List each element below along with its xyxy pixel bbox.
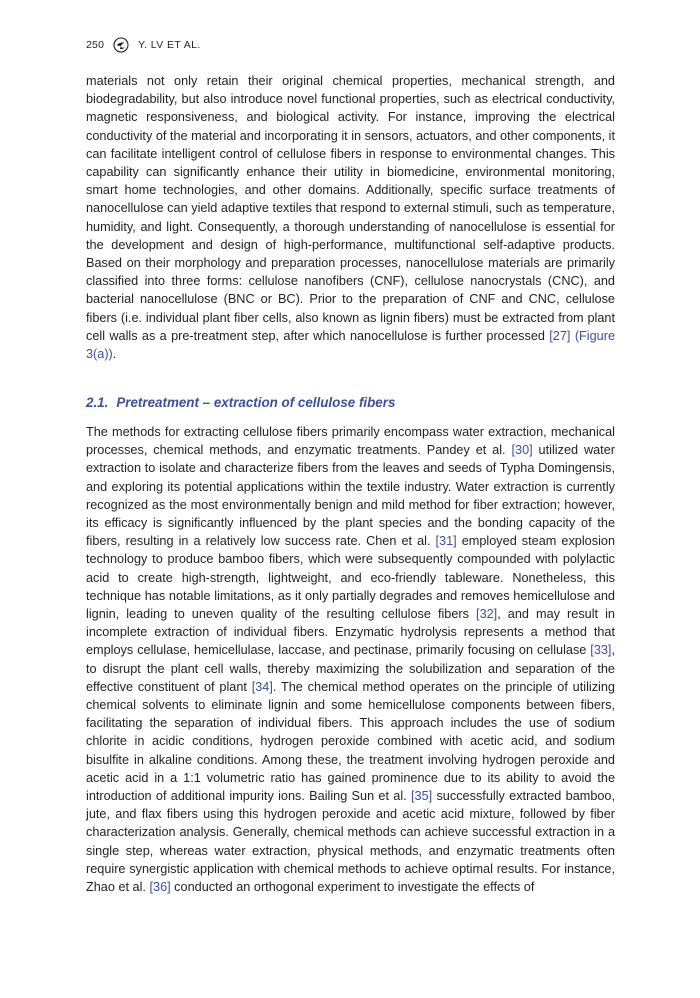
citation-link[interactable]: [33] xyxy=(590,643,612,658)
citation-link[interactable]: [27] xyxy=(549,328,571,343)
text-run: conducted an orthogonal experiment to investigate the effects of xyxy=(170,880,535,895)
figure-link[interactable]: (Figure 3(a)) xyxy=(86,328,615,362)
citation-link[interactable]: [31] xyxy=(435,534,457,549)
citation-link[interactable]: [36] xyxy=(149,880,171,895)
text-run: . The chemical method operates on the principle of utilizing chemical solvents to eliminate lignin and some hemicellulose components between fibers, facilitating the separation of individual fibers. This approach includes the use of sodium chlorite in acidic conditions, hydrogen peroxide combined with acetic acid, and sodium bisulfite in alkaline conditions. Among these, the treatment involving hydrogen peroxide and acetic acid in a 1:1 volumetric ratio has gained prominence due to its ability to avoid the introduction of additional impurity ions. Bailing Sun et al. xyxy=(86,679,615,804)
citation-link[interactable]: [32] xyxy=(476,607,498,622)
running-header xyxy=(86,36,201,54)
body-paragraph-1 xyxy=(86,72,615,363)
citation-link[interactable]: [30] xyxy=(511,443,533,458)
body-paragraph-2 xyxy=(86,423,615,896)
section-title: Pretreatment – extraction of cellulose fibers xyxy=(116,395,396,410)
journal-logo-icon xyxy=(113,37,129,53)
text-run: The methods for extracting cellulose fibers primarily encompass water extraction, mechanical processes, chemical methods, and enzymatic treatments. Pandey et al. xyxy=(86,425,615,458)
text-run: . xyxy=(112,347,117,362)
text-run: , and may result in incomplete extraction of individual fibers. Enzymatic hydrolysis represents a method that employs cellulase, hemicellulase, laccase, and pectinase, primarily focusing on cellulase xyxy=(86,607,615,658)
text-run: successfully extracted bamboo, jute, and flax fibers using this hydrogen peroxide and acetic acid mixture, followed by fiber characterization analysis. Generally, chemical methods can achieve successful extraction in a single step, whereas water extraction, physical methods, and enzymatic treatments often require synergistic application with chemical methods to achieve optimal results. For instance, Zhao et al. xyxy=(86,789,616,895)
page-number: 250 xyxy=(86,39,105,51)
text-run: , to disrupt the plant cell walls, thereby maximizing the solubilization and separation of the effective constituent of plant xyxy=(86,643,615,694)
citation-link[interactable]: [34] xyxy=(251,679,273,694)
text-run: materials not only retain their original chemical properties, mechanical strength, and biodegradability, but also introduce novel functional properties, such as electrical conductivity, magnetic responsiveness, and biological activity. For instance, improving the electrical conductivity of the material and incorporating it in sensors, actuators, and other components, it can facilitate intelligent control of cellulose fibers in response to environmental changes. This capability can significantly enhance their utility in biomedicine, environmental monitoring, smart home technologies, and other domains. Additionally, specific surface treatments of nanocellulose can yield adaptive textiles that respond to external stimuli, such as temperature, humidity, and light. Consequently, a thorough understanding of nanocellulose is essential for the development and design of high-performance, multifunctional self-adaptive products. Based on their morphology and preparation processes, nanocellulose materials are primarily classified into three forms: cellulose nanofibers (CNF), cellulose nanocrystals (CNC), and bacterial nanocellulose (BNC or BC). Prior to the preparation of CNF and CNC, cellulose fibers (i.e. individual plant fiber cells, also known as lignin fibers) must be extracted from plant cell walls as a pre-treatment step, after which nanocellulose is further processed xyxy=(86,74,615,343)
running-head-authors: Y. LV ET AL. xyxy=(138,39,201,51)
section-number: 2.1. xyxy=(86,395,109,410)
text-run: employed steam explosion technology to produce bamboo fibers, which were subsequently compounded with polylactic acid to create high-strength, lightweight, and eco-friendly tableware. Nonetheless, this technique has notable limitations, as it only partially degrades and removes hemicellulose and lignin, leading to uneven quality of the resulting cellulose fibers xyxy=(86,534,615,622)
section-heading xyxy=(86,394,615,412)
text-run: utilized water extraction to isolate and characterize fibers from the leaves and seeds of Typha Domingensis, and exploring its potential applications within the textile industry. Water extraction is currently recognized as the most environmentally benign and mild method for fiber extraction; however, its efficacy is significantly influenced by the plant species and the bonding capacity of the fibers, resulting in a relatively low success rate. Chen et al. xyxy=(86,443,615,549)
citation-link[interactable]: [35] xyxy=(411,789,433,804)
